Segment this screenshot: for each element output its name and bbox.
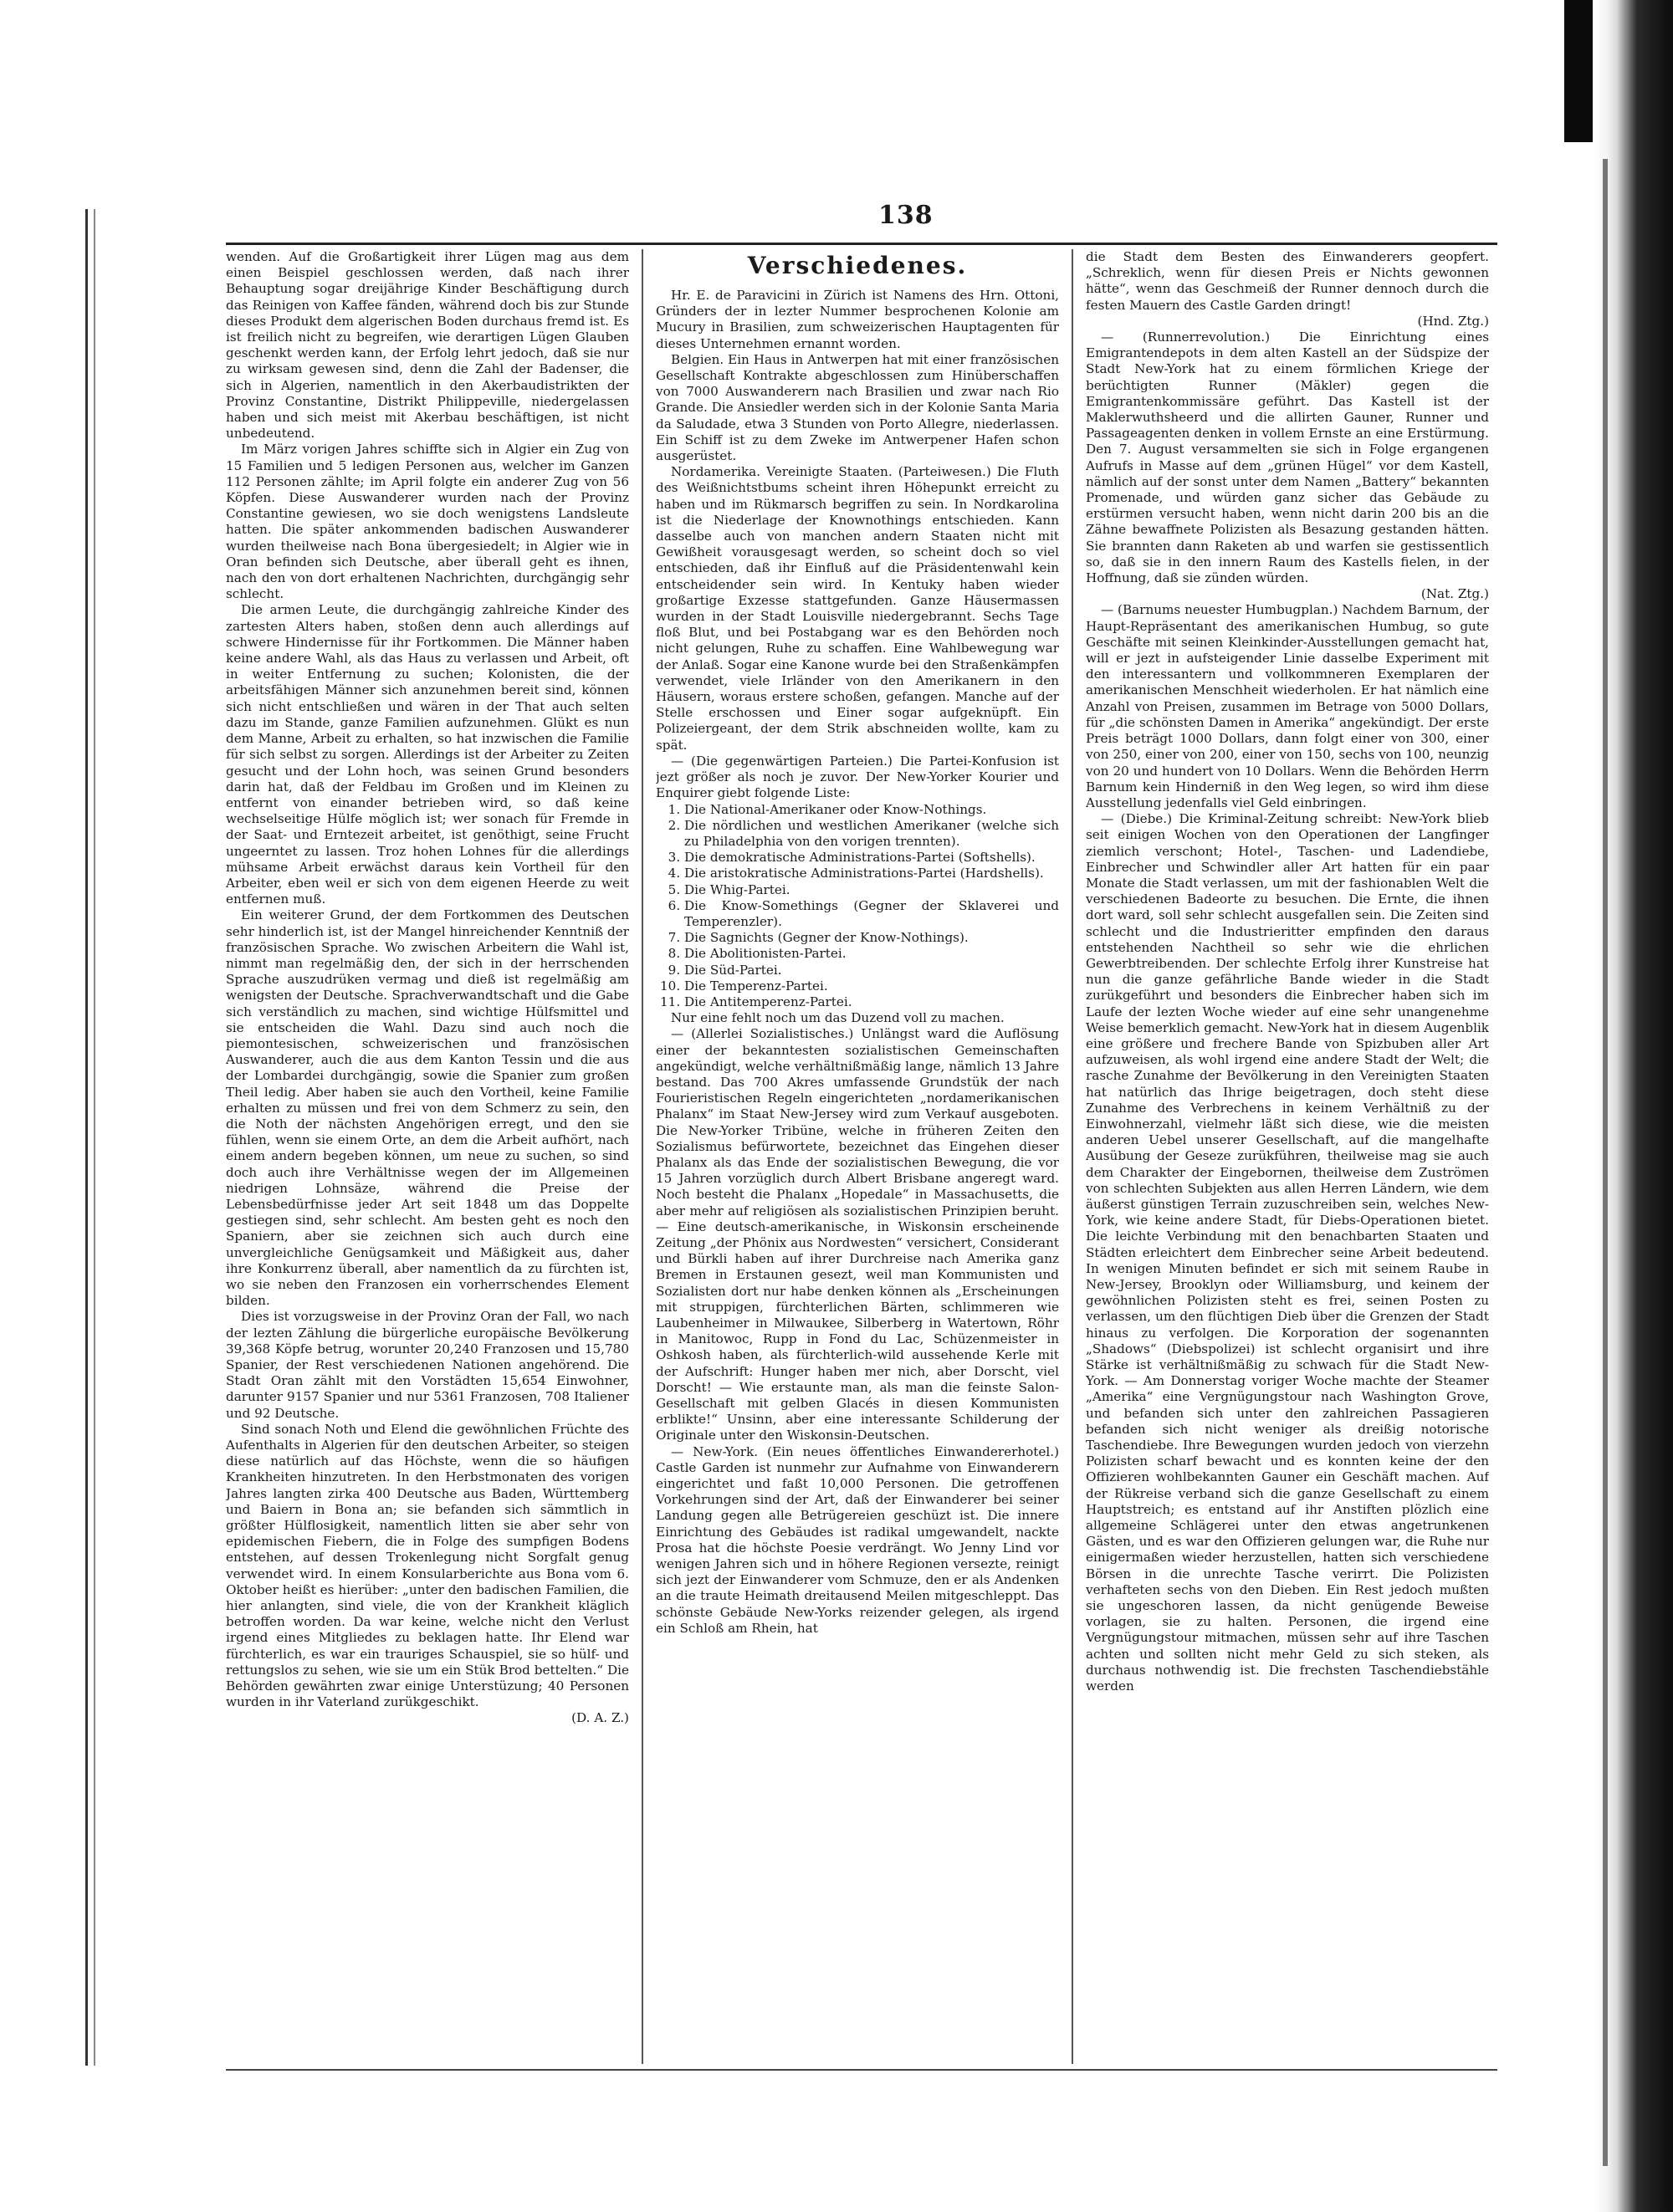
paragraph: — (Die gegenwärtigen Parteien.) Die Partei-Konfusion ist jezt größer als noch je zuvor. Der New-Yorker Kourier und Enquirer giebt folgende Liste: — [656, 753, 1059, 801]
list-item: 5. Die Whig-Partei. — [684, 882, 1059, 898]
scan-edge-shadow — [1593, 0, 1673, 2212]
column-right — [1086, 249, 1489, 2064]
paragraph: wenden. Auf die Großartigkeit ihrer Lügen mag aus dem einen Beispiel geschlossen werden, daß nach ihrer Behauptung sogar dreijährige Kinder Beschäftigung durch das Reinigen von Kaffee fänden, während doch bis zur Stunde dieses Produkt dem algerischen Boden durchaus fremd ist. Es ist freilich nicht zu begreifen, wie derartigen Lügen Glauben geschenkt werden kann, der Erfolg lehrt jedoch, daß sie nur zu wirksam gewesen sind, denn die Zahl der Badenser, die sich in Algerien, namentlich in den Akerbaudistrikten der Provinz Constantine, Distrikt Philippeville, niedergelassen haben und sich meist mit Akerbau beschäftigen, ist nicht unbedeutend. — [226, 249, 629, 442]
column-middle — [656, 249, 1059, 2064]
column-left — [226, 249, 629, 2064]
paragraph: — New-York. (Ein neues öffentliches Einwandererhotel.) Castle Garden ist nunmehr zur Aufnahme von Einwanderern eingerichtet und faßt 10,000 Personen. Die getroffenen Vorkehrungen sind der Art, daß der Einwanderer bei seiner Landung gegen alle Betrügereien geschüzt ist. Die innere Einrichtung des Gebäudes ist radikal umgewandelt, nackte Prosa hat die höchste Poesie verdrängt. Wo Jenny Lind vor wenigen Jahren sich und in höhere Regionen versezte, reinigt sich jezt der Einwanderer vom Schmuze, den er als Andenken an die traute Heimath dreitausend Meilen mitgeschleppt. Das schönste Gebäude New-Yorks reizender gelegen, als irgend ein Schloß am Rhein, hat — [656, 1443, 1059, 1636]
list-item: 4. Die aristokratische Administrations-Partei (Hardshells). — [684, 866, 1059, 881]
paragraph: die Stadt dem Besten des Einwanderers geopfert. „Schreklich, wenn für diesen Preis er Nichts gewonnen hätte“, wenn das Geschmeiß der Runner dennoch durch die festen Mauern des Castle Garden dringt! — [1086, 249, 1489, 313]
source-attribution: (Hnd. Ztg.) — [1417, 313, 1489, 329]
list-item: 7. Die Sagnichts (Gegner der Know-Nothings). — [684, 930, 1059, 946]
list-item: 10. Die Temperenz-Partei. — [684, 978, 1059, 994]
paragraph: Dies ist vorzugsweise in der Provinz Oran der Fall, wo nach der lezten Zählung die bürgerliche europäische Bevölkerung 39,368 Köpfe betrug, worunter 20,240 Franzosen und 15,780 Spanier, der Rest verschiedenen Nationen angehörend. Die Stadt Oran zählt mit den Vorstädten 15,654 Einwohner, darunter 9157 Spanier und nur 5361 Franzosen, 708 Italiener und 92 Deutsche. — [226, 1309, 629, 1421]
page-number: 138 — [878, 201, 934, 230]
binding-rule — [85, 209, 88, 2066]
paragraph: Nur eine fehlt noch um das Duzend voll zu machen. — [671, 1010, 1005, 1026]
list-item: 1. Die National-Amerikaner oder Know-Nothings. — [684, 802, 1059, 818]
list-item: 3. Die demokratische Administrations-Partei (Softshells). — [684, 850, 1059, 866]
header-rule — [226, 243, 1497, 245]
paragraph: Nordamerika. Vereinigte Staaten. (Parteiwesen.) Die Fluth des Weißnichtstbums scheint ihren Höhepunkt erreicht zu haben und im Rükmarsch begriffen zu sein. In Nordkarolina ist die Niederlage der Knownothings entschieden. Kann dasselbe auch von manchen andern Staaten nicht mit Gewißheit vorausgesagt werden, so scheint doch so viel entschieden, daß ihr Einfluß auf die Präsidentenwahl kein entscheidender sein wird. In Kentuky haben wieder großartige Exzesse stattgefunden. Ganze Häusermassen wurden in der Stadt Louisville niedergebrannt. Sechs Tage floß Blut, und bei Postabgang war es den Behörden noch nicht gelungen, Ruhe zu schaffen. Eine Wahlbewegung war der Anlaß. Sogar eine Kanone wurde bei den Straßenkämpfen verwendet, viele Irländer von den Amerikanern in den Häusern, woraus erstere schoßen, gefangen. Manche auf der Stelle erschossen und Einer sogar aufgeknüpft. Ein Polizeiergeant, der dem Strik abschneiden wollte, kam zu spät. — [656, 464, 1059, 753]
paragraph: Die armen Leute, die durchgängig zahlreiche Kinder des zartesten Alters haben, stoßen denn auch allerdings auf schwere Hindernisse für ihr Fortkommen. Die Männer haben keine andere Wahl, als das Haus zu verlassen und Arbeit, oft in weiter Entfernung zu suchen; Kolonisten, die der arbeitsfähigen Männer sich anzunehmen bereit sind, können sich nicht entschließen und wären in der That auch selten dazu im Stande, ganze Familien aufzunehmen. Glükt es nun dem Manne, Arbeit zu erhalten, so hat inzwischen die Familie für sich selbst zu sorgen. Allerdings ist der Arbeiter zu Zeiten gesucht und der Lohn hoch, was seinen Grund besonders darin hat, daß der Feldbau im Großen und im Kleinen zu entfernt von einander betrieben wird, so daß keine wechselseitige Hülfe möglich ist; wer sonach für Fremde in der Saat- und Erntezeit arbeitet, ist genöthigt, seine Frucht ungeerntet zu lassen. Troz hohen Lohnes für die allerdings mühsame Arbeit erwächst daraus kein Vortheil für den Arbeiter, eben weil er sich von dem eigenen Heerde zu weit entfernen muß. — [226, 602, 629, 907]
list-item: 2. Die nördlichen und westlichen Amerikaner (welche sich zu Philadelphia von den vorigen trennten). — [684, 818, 1059, 850]
scan-edge-strip — [1603, 159, 1608, 2166]
paragraph: — (Diebe.) Die Kriminal-Zeitung schreibt: New-York blieb seit einigen Wochen von den Operationen der Langfinger ziemlich verschont; Hotel-, Taschen- und Ladendiebe, Einbrecher und Schwindler aller Art hatten für ein paar Monate die Stadt verlassen, um mit der fashionablen Welt die verschiedenen Badeorte zu besuchen. Die Ernte, die ihnen dort ward, soll sehr schlecht ausgefallen sein. Die Zeiten sind schlecht und die Industrieritter empfinden den daraus entstehenden Nachtheil so sehr wie die ehrlichen Gewerbtreibenden. Der schlechte Erfolg ihrer Kunstreise hat nun die ganze gefährliche Bande wieder in die Stadt zurükgeführt und besonders die Einbrecher haben sich im Laufe der lezten Woche wieder auf eine sehr unangenehme Weise bemerklich gemacht. New-York hat in diesem Augenblik eine größere und frechere Bande von Spizbuben aller Art aufzuweisen, als wohl irgend eine andere Stadt der Welt; die rasche Zunahme der Bevölkerung in den Vereinigten Staaten hat natürlich das Ihrige beigetragen, doch steht diese Zunahme des Verbrechens in keinem Verhältniß zu der Einwohnerzahl, vielmehr läßt sich diese, wie die meisten anderen Uebel unserer Gesellschaft, auf die mangelhafte Ausübung der Geseze zurükführen, theilweise mag sie auch dem Charakter der Eingebornen, theilweise dem Zuströmen von schlechten Subjekten aus allen Herren Ländern, wie dem äußerst günstigen Terrain zuzuschreiben sein, welches New-York, wie keine andere Stadt, für Diebs-Operationen bietet. Die leichte Verbindung mit den benachbarten Staaten und Städten erleichtert dem Einbrecher seine Arbeit bedeutend. In wenigen Minuten befindet er sich mit seinem Raube in New-Jersey, Brooklyn oder Williamsburg, und keinem der gewöhnlichen Polizisten steht es frei, seinen Posten zu verlassen, um den flüchtigen Dieb über die Grenzen der Stadt hinaus zu verfolgen. Die Korporation der sogenannten „Shadows“ (Diebspolizei) ist schlecht organisirt und ihre Stärke ist verhältnißmäßig zu schwach für die Stadt New-York. — Am Donnerstag voriger Woche machte der Steamer „Amerika“ eine Vergnügungstour nach Washington Grove, und befanden sich unter den zahlreichen Passagieren befanden sich nicht weniger als dreißig notorische Taschendiebe. Ihre Bewegungen wurden jedoch von vierzehn Polizisten scharf bewacht und es konnten keine der den Offizieren wohlbekannten Gauner ein Geschäft machen. Auf der Rükreise verband sich die ganze Gesellschaft zu einem Hauptstreich; es entstand auf ihr Anstiften plözlich eine allgemeine Schlägerei unter den etwas angetrunkenen Gästen, und es war den Offizieren gelungen war, die Ruhe nur einigermaßen wieder herzustellen, hatten sich verschiedene Börsen in die unrechte Tasche verirrt. Die Polizisten verhafteten sechs von den Dieben. Ein Rest jedoch mußten sie ungeschoren lassen, da nicht genügende Beweise vorlagen, sie zu halten. Personen, die irgend eine Vergnügungstour mitmachen, müssen sehr auf ihre Taschen achten und sollten nicht mehr Geld zu sich steken, als durchaus nothwendig ist. Die frechsten Taschendiebstähle werden — [1086, 811, 1489, 1694]
source-attribution: (D. A. Z.) — [571, 1710, 629, 1726]
list-item: 8. Die Abolitionisten-Partei. — [684, 946, 1059, 962]
paragraph: Hr. E. de Paravicini in Zürich ist Namens des Hrn. Ottoni, Gründers der in lezter Nummer besprochenen Kolonie am Mucury in Brasilien, zum schweizerischen Hauptagenten für dieses Unternehmen ernannt worden. — [656, 288, 1059, 351]
section-title: Verschiedenes. — [747, 252, 968, 279]
column-rule-left — [642, 249, 643, 2064]
footer-rule — [226, 2069, 1497, 2071]
paragraph: — (Allerlei Sozialistisches.) Unlängst ward die Auflösung einer der bekanntesten sozialistischen Gemeinschaften angekündigt, welche verhältnißmäßig lange, nämlich 13 Jahre bestand. Das 700 Akres umfassende Grundstük der nach Fourieristischen Regeln eingerichteten „nordamerikanischen Phalanx“ im Staat New-Jersey wird zum Verkauf ausgeboten. Die New-Yorker Tribüne, welche in früheren Zeiten den Sozialismus befürwortete, bezeichnet das Eingehen dieser Phalanx als das Ende der sozialistischen Bewegung, die vor 15 Jahren vorzüglich durch Albert Brisbane angeregt ward. Noch besteht die Phalanx „Hopedale“ in Massachusetts, die aber mehr auf religiösen als sozialistischen Prinzipien beruht. — Eine deutsch-amerikanische, in Wiskonsin erscheinende Zeitung „der Phönix aus Nordwesten“ versichert, Considerant und Bürkli haben auf ihrer Durchreise nach Amerika ganz Bremen in Erstaunen gesezt, weil man Kommunisten und Sozialisten dort nur habe denken können als „Erscheinungen mit struppigen, fürchterlichen Bärten, schlimmeren wie Laubenheimer in Milwaukee, Silberberg in Watertown, Röhr in Manitowoc, Rupp in Fond du Lac, Schüzenmeister in Oshkosh haben, als fürchterlich-wild aussehende Kerle mit der Aufschrift: Hunger haben mer nich, aber Dorscht, viel Dorscht! — Wie erstaunte man, als man die feinste Salon-Gesellschaft mit gelben Glacés in diesen Kommunisten erblikte!“ Unsinn, aber eine interessante Schilderung der Originale unter den Wiskonsin-Deutschen. — [656, 1026, 1059, 1443]
list-item: 11. Die Antitemperenz-Partei. — [684, 994, 1059, 1010]
paragraph: — (Barnums neuester Humbugplan.) Nachdem Barnum, der Haupt-Repräsentant des amerikanischen Humbug, so gute Geschäfte mit seinen Kleinkinder-Ausstellungen gemacht hat, will er jezt in aufsteigender Linie dasselbe Experiment mit den interessantern und vollkommneren Exemplaren der amerikanischen Menschheit wiederholen. Er hat nämlich eine Anzahl von Preisen, zusammen im Betrage von 5000 Dollars, für „die schönsten Damen in Amerika“ angekündigt. Der erste Preis beträgt 1000 Dollars, dann folgt einer von 300, einer von 250, einer von 200, einer von 150, sechs von 100, neunzig von 20 und hundert von 10 Dollars. Wenn die Behörden Herrn Barnum kein Hinderniß in den Weg legen, so wird ihm diese Ausstellung jedenfalls viel Geld einbringen. — [1086, 602, 1489, 810]
paragraph: Im März vorigen Jahres schiffte sich in Algier ein Zug von 15 Familien und 5 ledigen Personen aus, welcher im Ganzen 112 Personen zählte; im April folgte ein anderer Zug von 56 Köpfen. Diese Auswanderer wurden nach der Provinz Constantine gewiesen, wo sie doch wenigstens Landsleute hatten. Die später ankommenden badischen Auswanderer wurden theilweise nach Bona übergesiedelt; in Algier wie in Oran befinden sich Deutsche, aber überall geht es ihnen, nach den von dort erhaltenen Nachrichten, durchgängig sehr schlecht. — [226, 442, 629, 602]
paragraph: Ein weiterer Grund, der dem Fortkommen des Deutschen sehr hinderlich ist, ist der Mangel hinreichender Kenntniß der französischen Sprache. Wo zwischen Arbeitern die Wahl ist, nimmt man regelmäßig den, der sich in der herrschenden Sprache auszudrüken vermag und dieß ist regelmäßig am wenigsten der Deutsche. Sprachverwandtschaft und die Gabe sich verständlich zu machen, sind wichtige Hülfsmittel und sie entscheiden die Wahl. Dazu sind auch noch die piemontesischen, schweizerischen und französischen Auswanderer, auch die aus dem Kanton Tessin und die aus der Lombardei durchgängig, sowie die Spanier zum großen Theil ledig. Aber haben sie auch den Vortheil, keine Familie erhalten zu müssen und frei von dem Schmerz zu sein, den die Noth der nächsten Angehörigen erregt, und den sie fühlen, wenn sie einem Orte, an dem die Arbeit aufhört, nach einem andern begeben können, um neue zu suchen, so sind doch auch ihre Verhältnisse wegen der im Allgemeinen niedrigen Lohnsäze, während die Preise der Lebensbedürfnisse jeder Art seit 1848 um das Doppelte gestiegen sind, sehr schlecht. Am besten geht es noch den Spaniern, aber sie zeichnen sich auch durch eine unvergleichliche Genügsamkeit und Mäßigkeit aus, daher ihre Konkurrenz überall, aber namentlich da zu fürchten ist, wo sie neben den Franzosen ein vorherrschendes Element bilden. — [226, 907, 629, 1309]
paragraph: Belgien. Ein Haus in Antwerpen hat mit einer französischen Gesellschaft Kontrakte abgeschlossen zum Hinüberschaffen von 7000 Auswanderern nach Brasilien und zwar nach Rio Grande. Die Ansiedler werden sich in der Kolonie Santa Maria da Saludade, etwa 3 Stunden von Porto Allegre, niederlassen. Ein Schiff ist zu dem Zweke im Antwerpener Hafen schon ausgerüstet. — [656, 351, 1059, 464]
list-item: 6. Die Know-Somethings (Gegner der Sklaverei und Temperenzler). — [684, 898, 1059, 930]
paragraph: Sind sonach Noth und Elend die gewöhnlichen Früchte des Aufenthalts in Algerien für den deutschen Arbeiter, so steigen diese natürlich auf das Höchste, wenn die so häufigen Krankheiten hinzutreten. In den Herbstmonaten des vorigen Jahres langten zirka 400 Deutsche aus Baden, Württemberg und Baiern in Bona an; sie befanden sich sämmtlich in größter Hülflosigkeit, namentlich litten sie aber sehr von epidemischen Fiebern, die in Folge des sumpfigen Bodens entstehen, auf dessen Trokenlegung nicht Sorgfalt genug verwendet wird. In einem Konsularberichte aus Bona vom 6. Oktober heißt es hierüber: „unter den badischen Familien, die hier anlangten, sind viele, die von der Krankheit kläglich betroffen worden. Da war keine, welche nicht den Verlust irgend eines Mitgliedes zu beklagen hatte. Ihr Elend war fürchterlich, es war ein trauriges Schauspiel, sie so hülf- und rettungslos zu sehen, wie sie um ein Stük Brod bettelten.“ Die Behörden gewährten zwar einige Unterstüzung; 40 Personen wurden in ihr Vaterland zurükgeschikt. — [226, 1421, 629, 1710]
newspaper-page — [226, 201, 1497, 2082]
paragraph: — (Runnerrevolution.) Die Einrichtung eines Emigrantendepots in dem alten Kastell an der Südspize der Stadt New-York hat zu einem förmlichen Kriege der berüchtigten Runner (Mäkler) gegen die Emigrantenkommissäre geführt. Das Kastell ist der Maklerwuthsheerd und die allirten Gauner, Runner und Passageagenten denken in vollem Ernste an eine Erstürmung. Den 7. August versammelten sie sich in Folge ergangenen Aufrufs in Masse auf dem „grünen Hügel“ vor dem Kastell, nämlich auf der sonst unter dem Namen „Battery“ bekannten Promenade, und würden ganz sicher das Gebäude zu erstürmen versucht haben, wenn nicht darin 200 bis an die Zähne bewaffnete Polizisten als Besazung gestanden hätten. Sie brannten dann Raketen ab und warfen sie gestissentlich so, daß sie in den innern Raum des Kastells fielen, in der Hoffnung, daß sie zünden würden. — [1086, 330, 1489, 586]
source-attribution: (Nat. Ztg.) — [1420, 586, 1489, 602]
list-item: 9. Die Süd-Partei. — [684, 963, 1059, 978]
party-list — [656, 802, 1059, 1011]
column-rule-right — [1072, 249, 1073, 2064]
binding-rule-inner — [94, 209, 95, 2066]
